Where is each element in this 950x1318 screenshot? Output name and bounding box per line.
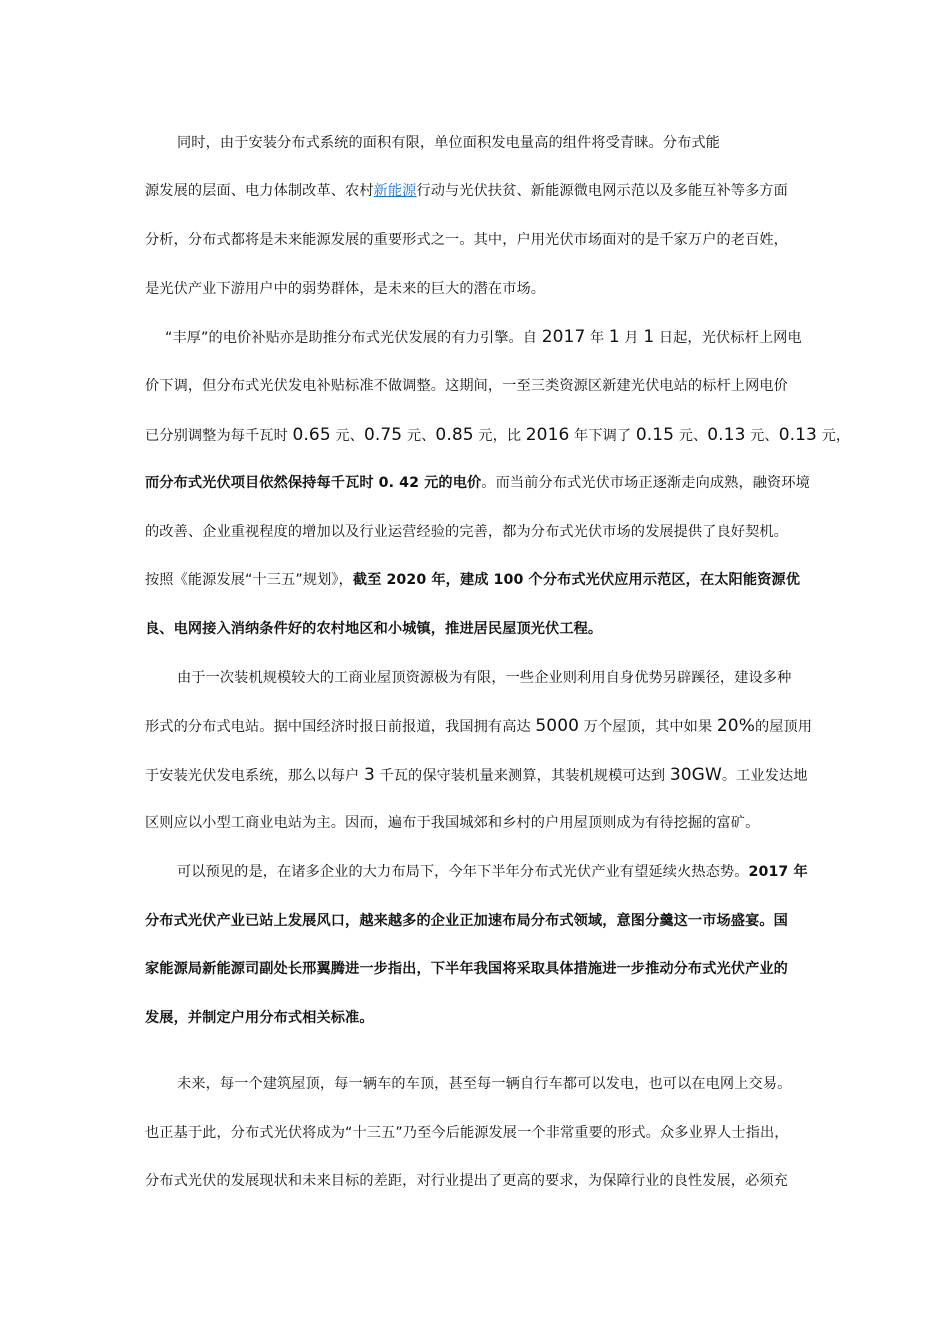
- text-run: 行动与光伏扶贫、新能源微电网示范以及多能互补等多方面: [416, 183, 788, 199]
- text-line: 由于一次装机规模较大的工商业屋顶资源极为有限，一些企业则利用自身优势另辟蹊径，建设多种: [177, 670, 792, 686]
- number-run: 1: [608, 327, 620, 347]
- text-line: 分布式光伏产业已站上发展风口，越来越多的企业正加速布局分布式领域，意图分羹这一市场盛宴。国: [145, 913, 788, 929]
- text-run: 元、: [402, 428, 436, 444]
- text-run: 元、: [330, 428, 364, 444]
- text-run: “丰厚”的电价补贴亦是助推分布式光伏发展的有力引擎。自: [165, 330, 542, 346]
- bold-run: 而分布式光伏项目依然保持每千瓦时 0. 42 元的电价: [145, 475, 482, 491]
- new-energy-link[interactable]: 新能源: [373, 183, 417, 199]
- text-run: 年: [585, 330, 609, 346]
- text-run: 。而当前分布式光伏市场正逐渐走向成熟，融资环境: [481, 475, 810, 491]
- text-line: [145, 765, 808, 786]
- text-line: 分析，分布式都将是未来能源发展的重要形式之一。其中，户用光伏市场面对的是千家万户的老百姓，: [145, 232, 788, 248]
- text-line: [165, 327, 802, 348]
- text-run: 。工业发达地: [721, 768, 808, 784]
- text-line: 是光伏产业下游用户中的弱势群体，是未来的巨大的潜在市场。: [145, 281, 546, 297]
- text-line: 同时，由于安装分布式系统的面积有限，单位面积发电量高的组件将受青睐。分布式能: [177, 135, 720, 151]
- text-run: 元、: [745, 428, 779, 444]
- bold-run: 截至 2020 年，建成 100 个分布式光伏应用示范区，在太阳能资源优: [352, 572, 800, 588]
- text-line: 分布式光伏的发展现状和未来目标的差距，对行业提出了更高的要求，为保障行业的良性发展，必须充: [145, 1173, 788, 1189]
- text-run: 的屋顶用: [754, 719, 813, 735]
- text-line: 也正基于此，分布式光伏将成为“十三五”乃至今后能源发展一个非常重要的形式。众多业界人士指出，: [145, 1125, 789, 1141]
- text-run: 年下调了: [569, 428, 636, 444]
- text-run: 元，比: [473, 428, 526, 444]
- text-run: 月: [619, 330, 644, 346]
- number-run: 0.13: [707, 425, 746, 445]
- number-run: 0.13: [778, 425, 817, 445]
- text-line: [145, 425, 850, 446]
- text-run: 源发展的层面、电力体制改革、农村: [145, 183, 374, 199]
- text-line: [145, 181, 788, 201]
- number-run: 3: [363, 765, 375, 785]
- text-run: 形式的分布式电站。据中国经济时报日前报道，我国拥有高达: [145, 719, 536, 735]
- text-line: 的改善、企业重视程度的增加以及行业运营经验的完善，都为分布式光伏市场的发展提供了良好契机。: [145, 524, 788, 540]
- text-run: 可以预见的是，在诸多企业的大力布局下，今年下半年分布式光伏产业有望延续火热态势。: [177, 864, 749, 880]
- number-run: 0.65: [292, 425, 331, 445]
- text-run: 元、: [674, 428, 708, 444]
- text-run: 元，: [816, 428, 851, 444]
- text-run: 已分别调整为每千瓦时: [145, 428, 293, 444]
- bold-run: 2017 年: [748, 864, 808, 880]
- text-line: 未来，每一个建筑屋顶，每一辆车的车顶，甚至每一辆自行车都可以发电，也可以在电网上交易。: [177, 1076, 792, 1092]
- text-line: [145, 716, 812, 737]
- text-line: 良、电网接入消纳条件好的农村地区和小城镇，推进居民屋顶光伏工程。: [145, 621, 603, 637]
- number-run: 0.85: [435, 425, 474, 445]
- number-run: 30GW: [669, 765, 722, 785]
- text-line: 区则应以小型工商业电站为主。因而，遍布于我国城郊和乡村的户用屋顶则成为有待挖掘的富矿。: [145, 815, 760, 831]
- text-run: 千瓦的保守装机量来测算，其装机规模可达到: [374, 768, 670, 784]
- number-run: 2017: [541, 327, 586, 347]
- number-run: 20%: [716, 716, 755, 736]
- text-line: [177, 862, 808, 882]
- text-run: 万个屋顶，其中如果: [579, 719, 717, 735]
- text-line: [145, 473, 810, 493]
- text-run: 日起，光伏标杆上网电: [654, 330, 802, 346]
- text-line: [145, 570, 800, 590]
- text-line: 价下调，但分布式光伏发电补贴标准不做调整。这期间，一至三类资源区新建光伏电站的标杆上网电价: [145, 378, 788, 394]
- text-line: 发展，并制定户用分布式相关标准。: [145, 1010, 374, 1026]
- number-run: 1: [643, 327, 655, 347]
- number-run: 5000: [535, 716, 580, 736]
- number-run: 2016: [525, 425, 570, 445]
- number-run: 0.75: [363, 425, 403, 445]
- number-run: 0.15: [635, 425, 675, 445]
- text-line: 家能源局新能源司副处长邢翼腾进一步指出，下半年我国将采取具体措施进一步推动分布式光伏产业的: [145, 961, 788, 977]
- text-run: 按照《能源发展“十三五”规划》，: [145, 572, 353, 588]
- text-run: 于安装光伏发电系统，那么以每户: [145, 768, 364, 784]
